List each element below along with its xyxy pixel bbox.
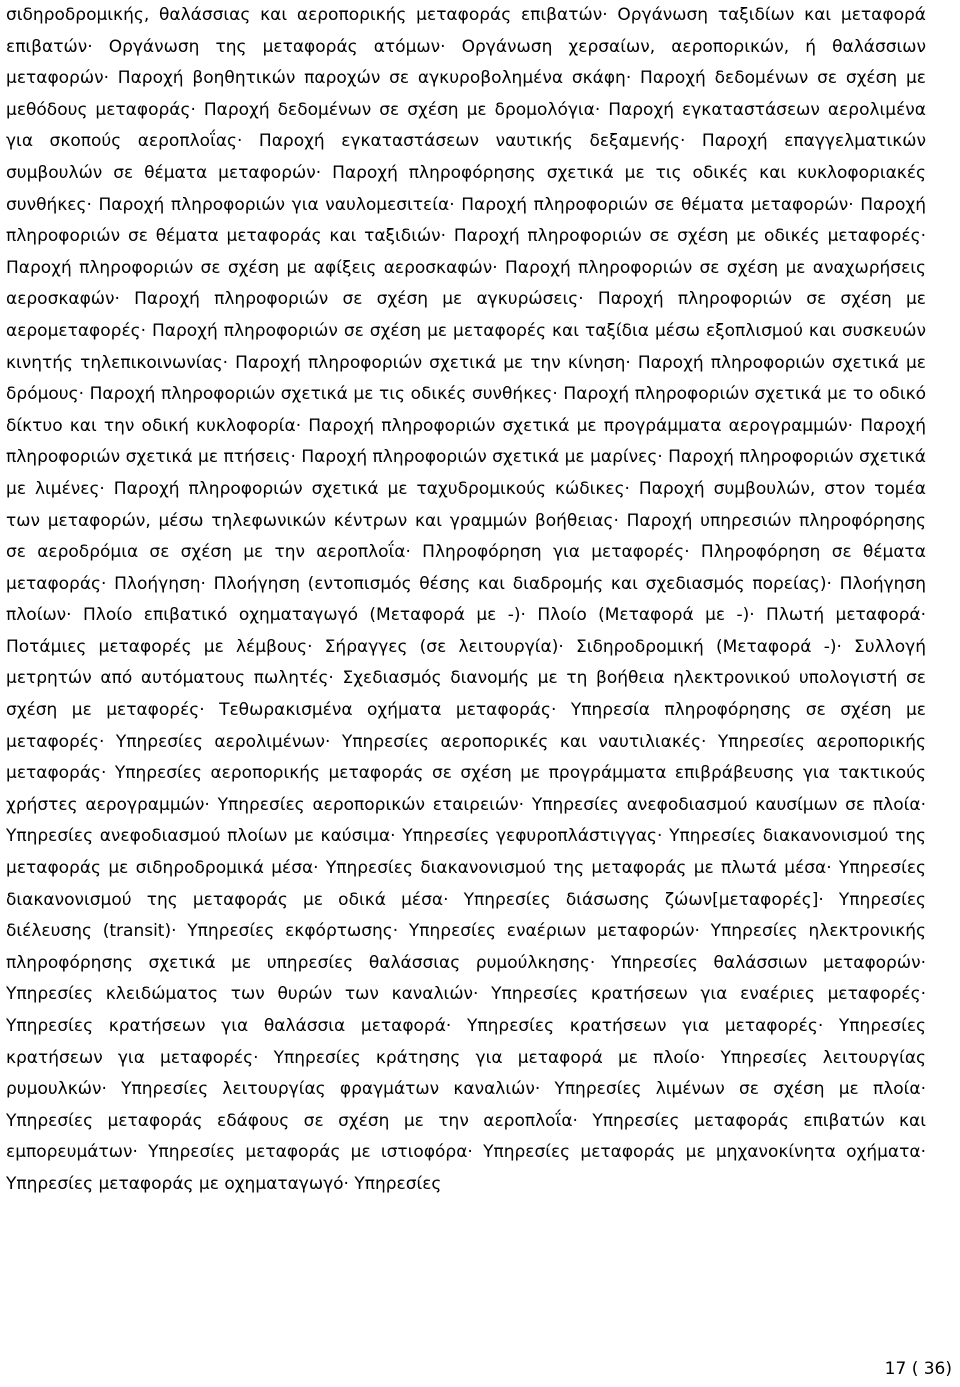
page-number: 17 ( 36) — [884, 1359, 952, 1379]
body-paragraph: σιδηροδρομικής, θαλάσσιας και αεροπορικής μεταφοράς επιβατών· Οργάνωση ταξιδίων και μεταφορά επιβατών· Οργάνωση της μεταφοράς ατόμων· Οργάνωση χερσαίων, αεροπορικών, ή θαλάσσιων μεταφορών· Παροχή βοηθητικών παροχών σε αγκυροβολημένα σκάφη· Παροχή δεδομένων σε σχέση με μεθόδους μεταφοράς· Παροχή δεδομένων σε σχέση με δρομολόγια· Παροχή εγκαταστάσεων αερολιμένα για σκοπούς αεροπλοΐας· Παροχή εγκαταστάσεων ναυτικής δεξαμενής· Παροχή επαγγελματικών συμβουλών σε θέματα μεταφορών· Παροχή πληροφόρησης σχετικά με τις οδικές και κυκλοφοριακές συνθήκες· Παροχή πληροφοριών για ναυλομεσιτεία· Παροχή πληροφοριών σε θέματα μεταφορών· Παροχή πληροφοριών σε θέματα μεταφοράς και ταξιδιών· Παροχή πληροφοριών σε σχέση με οδικές μεταφορές· Παροχή πληροφοριών σε σχέση με αφίξεις αεροσκαφών· Παροχή πληροφοριών σε σχέση με αναχωρήσεις αεροσκαφών· Παροχή πληροφοριών σε σχέση με αγκυρώσεις· Παροχή πληροφοριών σε σχέση με αερομεταφορές· Παροχή πληροφοριών σε σχέση με μεταφορές και ταξίδια μέσω εξοπλισμού και συσκευών κινητής τηλεπικοινωνίας· Παροχή πληροφοριών σχετικά με την κίνηση· Παροχή πληροφοριών σχετικά με δρόμους· Παροχή πληροφοριών σχετικά με τις οδικές συνθήκες· Παροχή πληροφοριών σχετικά με το οδικό δίκτυο και την οδική κυκλοφορία· Παροχή πληροφοριών σχετικά με προγράμματα αερογραμμών· Παροχή πληροφοριών σχετικά με πτήσεις· Παροχή πληροφοριών σχετικά με μαρίνες· Παροχή πληροφοριών σχετικά με λιμένες· Παροχή πληροφοριών σχετικά με ταχυδρομικούς κώδικες· Παροχή συμβουλών, στον τομέα των μεταφορών, μέσω τηλεφωνικών κέντρων και γραμμών βοήθειας· Παροχή υπηρεσιών πληροφόρησης σε αεροδρόμια σε σχέση με την αεροπλοΐα· Πληροφόρηση για μεταφορές· Πληροφόρηση σε θέματα μεταφοράς· Πλοήγηση· Πλοήγηση (εντοπισμός θέσης και διαδρομής και σχεδιασμός πορείας)· Πλοήγηση πλοίων· Πλοίο επιβατικό οχηματαγωγό (Μεταφορά με -)· Πλοίο (Μεταφορά με -)· Πλωτή μεταφορά· Ποτάμιες μεταφορές με λέμβους· Σήραγγες (σε λειτουργία)· Σιδηροδρομική (Μεταφορά -)· Συλλογή μετρητών από αυτόματους πωλητές· Σχεδιασμός διανομής με τη βοήθεια ηλεκτρονικού υπολογιστή σε σχέση με μεταφορές· Τεθωρακισμένα οχήματα μεταφοράς· Υπηρεσία πληροφόρησης σε σχέση με μεταφορές· Υπηρεσίες αερολιμένων· Υπηρεσίες αεροπορικές και ναυτιλιακές· Υπηρεσίες αεροπορικής μεταφοράς· Υπηρεσίες αεροπορικής μεταφοράς σε σχέση με προγράμματα επιβράβευσης για τακτικούς χρήστες αερογραμμών· Υπηρεσίες αεροπορικών εταιρειών· Υπηρεσίες ανεφοδιασμού καυσίμων σε πλοία· Υπηρεσίες ανεφοδιασμού πλοίων με καύσιμα· Υπηρεσίες γεφυροπλάστιγγας· Υπηρεσίες διακανονισμού της μεταφοράς με σιδηροδρομικά μέσα· Υπηρεσίες διακανονισμού της μεταφοράς με πλωτά μέσα· Υπηρεσίες διακανονισμού της μεταφοράς με οδικά μέσα· Υπηρεσίες διάσωσης ζώων[μεταφορές]· Υπηρεσίες διέλευσης (transit)· Υπηρεσίες εκφόρτωσης· Υπηρεσίες εναέριων μεταφορών· Υπηρεσίες ηλεκτρονικής πληροφόρησης σχετικά με υπηρεσίες θαλάσσιας ρυμούλκησης· Υπηρεσίες θαλάσσιων μεταφορών· Υπηρεσίες κλειδώματος των θυρών των καναλιών· Υπηρεσίες κρατήσεων για εναέριες μεταφορές· Υπηρεσίες κρατήσεων για θαλάσσια μεταφορά· Υπηρεσίες κρατήσεων για μεταφορές· Υπηρεσίες κρατήσεων για μεταφορές· Υπηρεσίες κράτησης για μεταφορά με πλοίο· Υπηρεσίες λειτουργίας ρυμουλκών· Υπηρεσίες λειτουργίας φραγμάτων καναλιών· Υπηρεσίες λιμένων σε σχέση με πλοία· Υπηρεσίες μεταφοράς εδάφους σε σχέση με την αεροπλοΐα· Υπηρεσίες μεταφοράς επιβατών και εμπορευμάτων· Υπηρεσίες μεταφοράς με ιστιοφόρα· Υπηρεσίες μεταφοράς με μηχανοκίνητα οχήματα· Υπηρεσίες μεταφοράς με οχηματαγωγό· Υπηρεσίες — [6, 5, 926, 1194]
